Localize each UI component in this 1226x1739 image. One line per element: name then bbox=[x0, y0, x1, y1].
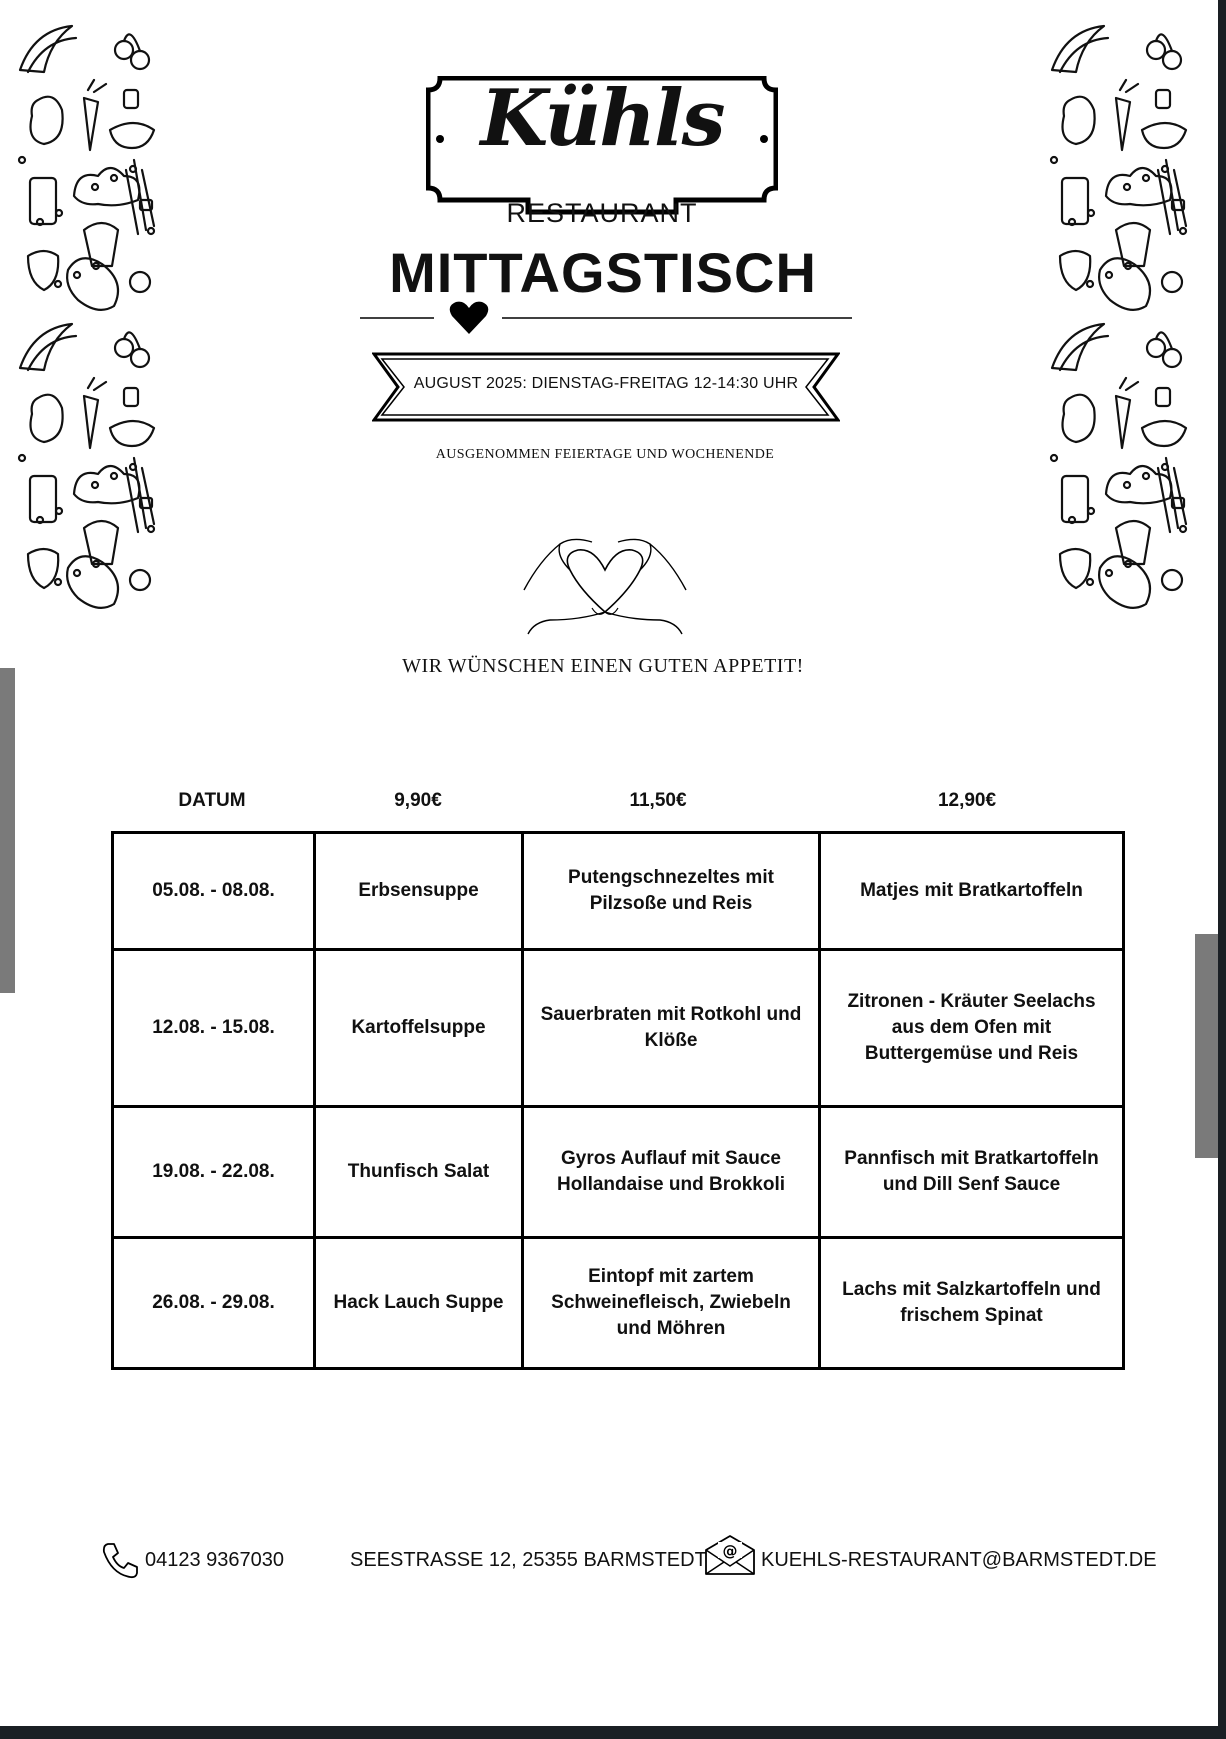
food-doodle-strip-left bbox=[14, 20, 160, 616]
table-row bbox=[113, 950, 1124, 1107]
restaurant-logo bbox=[426, 73, 778, 228]
soup-cell: Thunfisch Salat bbox=[315, 1107, 523, 1238]
menu-table bbox=[111, 831, 1125, 1370]
header-price-3: 12,90€ bbox=[937, 790, 997, 811]
main-dish-cell: Sauerbraten mit Rotkohl und Klöße bbox=[523, 950, 820, 1107]
logo-script-text: Kühls bbox=[480, 73, 724, 164]
phone-icon bbox=[100, 1540, 140, 1580]
viewer-edge-bottom bbox=[0, 1726, 1226, 1739]
heart-hands-icon bbox=[520, 530, 690, 636]
premium-dish-cell: Pannfisch mit Bratkartoffeln und Dill Senf Sauce bbox=[820, 1107, 1124, 1238]
table-row bbox=[113, 833, 1124, 950]
appetit-message: WIR WÜNSCHEN EINEN GUTEN APPETIT! bbox=[402, 655, 804, 677]
header-price-2: 11,50€ bbox=[629, 790, 687, 811]
date-cell: 05.08. - 08.08. bbox=[113, 833, 315, 950]
table-row bbox=[113, 1107, 1124, 1238]
logo-subtitle: RESTAURANT bbox=[506, 198, 698, 228]
premium-dish-cell: Lachs mit Salzkartoffeln und frischem Spinat bbox=[820, 1238, 1124, 1369]
footer-address: SEESTRASSE 12, 25355 BARMSTEDT bbox=[350, 1549, 707, 1571]
main-dish-cell: Eintopf mit zartem Schweinefleisch, Zwiebeln und Möhren bbox=[523, 1238, 820, 1369]
soup-cell: Kartoffelsuppe bbox=[315, 950, 523, 1107]
date-cell: 19.08. - 22.08. bbox=[113, 1107, 315, 1238]
premium-dish-cell: Matjes mit Bratkartoffeln bbox=[820, 833, 1124, 950]
page-title: MITTAGSTISCH bbox=[389, 241, 817, 304]
premium-dish-cell: Zitronen - Kräuter Seelachs aus dem Ofen mit Buttergemüse und Reis bbox=[820, 950, 1124, 1107]
header-datum: DATUM bbox=[178, 790, 246, 811]
footer-phone: 04123 9367030 bbox=[145, 1549, 285, 1571]
scrollbar-left[interactable] bbox=[0, 668, 15, 993]
heart-divider-icon bbox=[360, 298, 852, 338]
food-doodle-strip-right bbox=[1046, 20, 1192, 616]
soup-cell: Hack Lauch Suppe bbox=[315, 1238, 523, 1369]
table-row bbox=[113, 1238, 1124, 1369]
header-price-1: 9,90€ bbox=[394, 790, 442, 811]
opening-hours: AUGUST 2025: DIENSTAG-FREITAG 12-14:30 UHR bbox=[413, 375, 799, 392]
date-cell: 12.08. - 15.08. bbox=[113, 950, 315, 1107]
scrollbar-right[interactable] bbox=[1195, 934, 1218, 1158]
svg-text:@: @ bbox=[722, 1542, 738, 1560]
envelope-at-icon bbox=[704, 1534, 756, 1576]
date-cell: 26.08. - 29.08. bbox=[113, 1238, 315, 1369]
footer-email: KUEHLS-RESTAURANT@BARMSTEDT.DE bbox=[761, 1549, 1157, 1571]
main-dish-cell: Gyros Auflauf mit Sauce Hollandaise und Brokkoli bbox=[523, 1107, 820, 1238]
viewer-edge-right bbox=[1218, 0, 1226, 1739]
holiday-note: AUSGENOMMEN FEIERTAGE UND WOCHENENDE bbox=[435, 447, 775, 462]
soup-cell: Erbsensuppe bbox=[315, 833, 523, 950]
main-dish-cell: Putengschnezeltes mit Pilzsoße und Reis bbox=[523, 833, 820, 950]
